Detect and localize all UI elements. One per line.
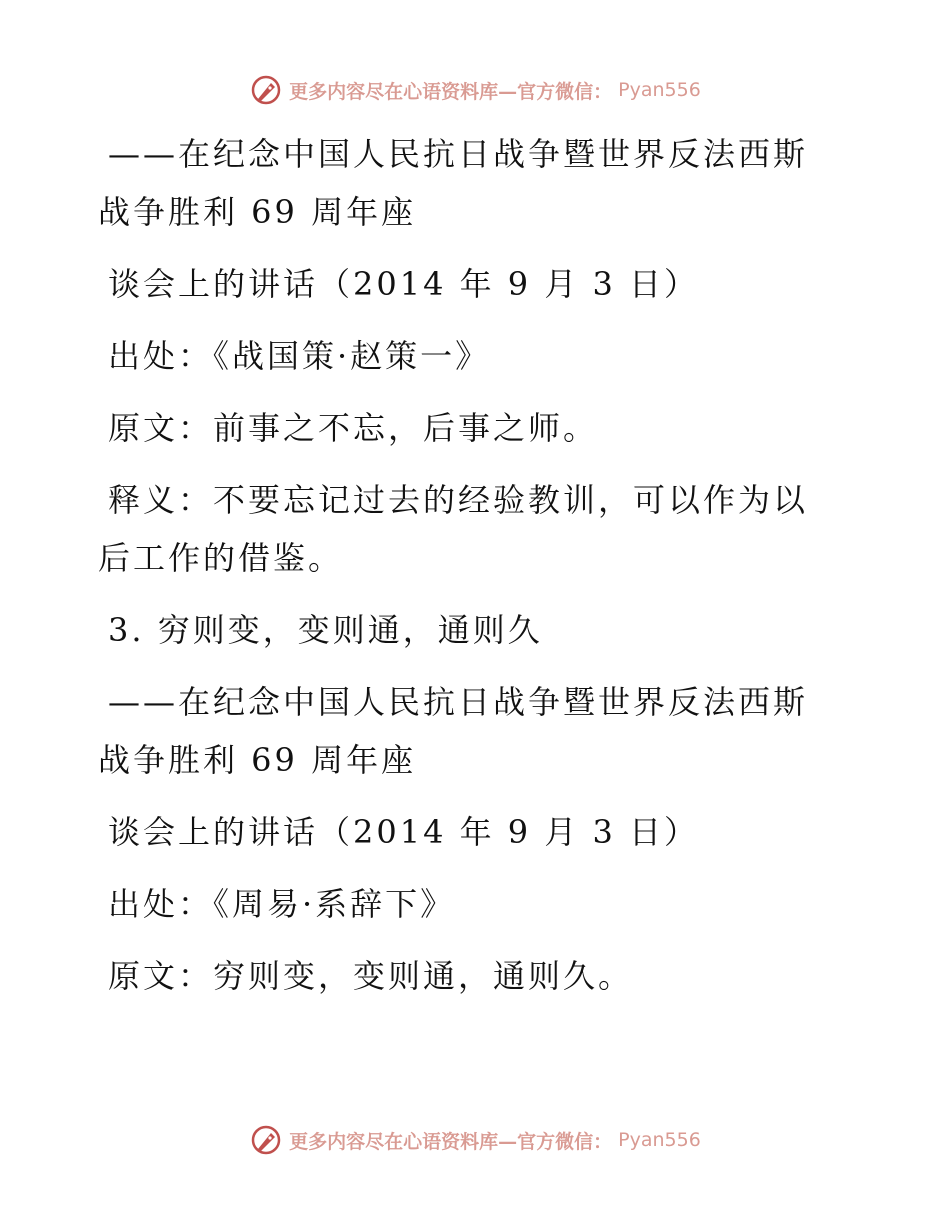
list-item-heading: 3. 穷则变，变则通，通则久 xyxy=(108,611,543,649)
paragraph: 谈会上的讲话（2014 年 9 月 3 日） xyxy=(108,813,700,851)
banner-text: 更多内容尽在心语资料库—官方微信： xyxy=(289,1130,613,1153)
paragraph: ——在纪念中国人民抗日战争暨世界反法西斯战争胜利 69 周年座 xyxy=(98,683,809,779)
paragraph: ——在纪念中国人民抗日战争暨世界反法西斯战争胜利 69 周年座 xyxy=(98,135,809,231)
header-banner xyxy=(0,70,950,110)
paragraph: 释义：不要忘记过去的经验教训，可以作为以后工作的借鉴。 xyxy=(98,481,809,577)
footer-banner xyxy=(0,1120,950,1160)
banner-text: 更多内容尽在心语资料库—官方微信： xyxy=(289,80,613,103)
paragraph: 谈会上的讲话（2014 年 9 月 3 日） xyxy=(108,265,700,303)
paragraph: 出处：《战国策·赵策一》 xyxy=(108,337,491,375)
banner-wechat-id: Pyan556 xyxy=(618,1129,701,1151)
pen-nib-icon xyxy=(249,73,283,107)
paragraph: 原文：穷则变，变则通，通则久。 xyxy=(108,957,634,995)
pen-nib-icon xyxy=(249,1123,283,1157)
paragraph: 出处：《周易·系辞下》 xyxy=(108,885,456,923)
paragraph: 原文：前事之不忘，后事之师。 xyxy=(108,409,599,447)
document-body xyxy=(98,125,838,1019)
banner-wechat-id: Pyan556 xyxy=(618,79,701,101)
